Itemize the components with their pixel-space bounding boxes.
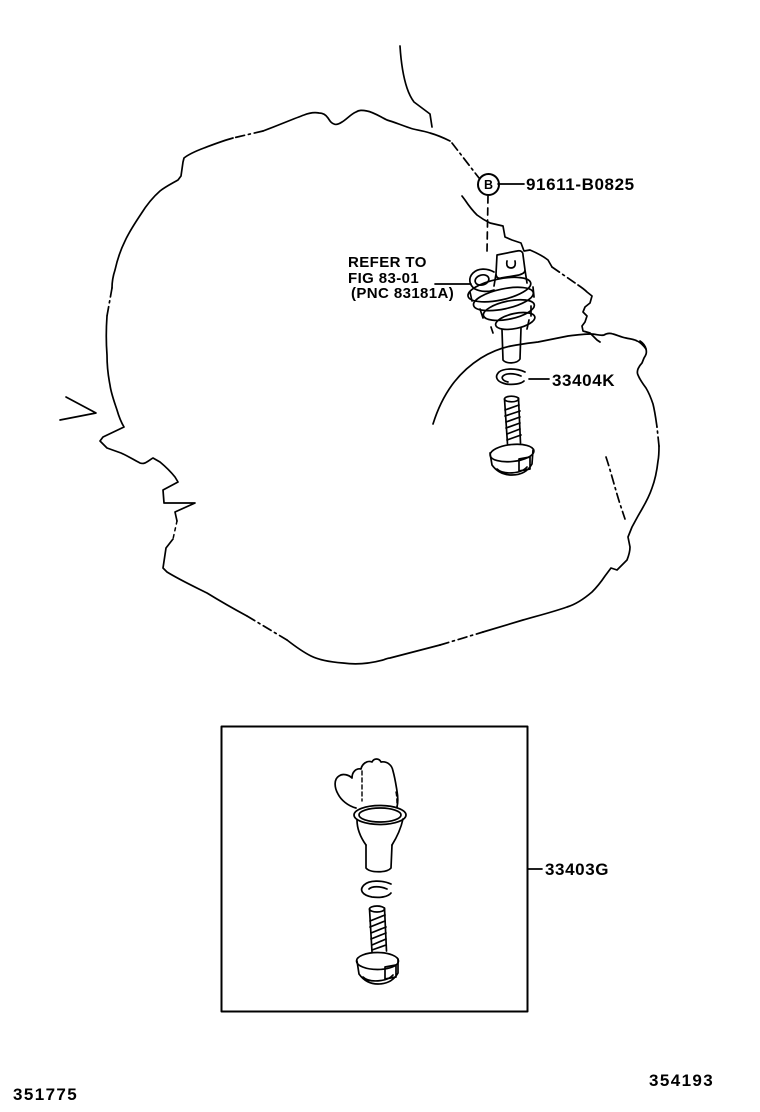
- sensor-note: [348, 255, 454, 302]
- bolt-drawing: [489, 396, 535, 475]
- b-callout-drop-line: [487, 196, 488, 252]
- bolt-shaft-top: [505, 396, 519, 402]
- b-callout-letter: B: [483, 177, 494, 192]
- part-number-label-91611: 91611-B0825: [526, 175, 635, 194]
- antenna-line: [400, 46, 432, 127]
- bottom-right-figure-number: 354193: [649, 1071, 715, 1090]
- sensor-connector-mark: [507, 261, 516, 268]
- inset-bolt: [357, 906, 399, 984]
- sensor-note-line1: REFER TO: [348, 254, 427, 271]
- inset-tube: [366, 845, 392, 872]
- bolt-head: [490, 450, 533, 475]
- b-callout-badge: [477, 173, 500, 196]
- part-number-label-33403G: 33403G: [545, 860, 610, 879]
- sensor-note-line2: FIG 83-01: [348, 269, 420, 287]
- speed-sensor-drawing: [466, 251, 540, 363]
- inset-collar-inner: [359, 808, 401, 822]
- sensor-flange: [466, 273, 540, 337]
- sensor-note-line3: (PNC 83181A): [351, 285, 455, 303]
- inset-box-group: [222, 727, 528, 1012]
- snap-ring-drawing: [497, 369, 525, 384]
- bolt-head-flange: [489, 442, 535, 464]
- left-wedge-mark: [60, 397, 96, 420]
- bottom-left-figure-number: 351775: [13, 1085, 79, 1104]
- part-number-label-33404K: 33404K: [552, 371, 616, 390]
- case-outline-dotted: [173, 521, 177, 539]
- inset-assembly-drawing: [335, 759, 406, 984]
- transmission-case-outline: [60, 46, 659, 664]
- case-inner-edge: [606, 457, 625, 519]
- inset-housing-blob: [335, 759, 398, 808]
- inset-housing-hidden-edges: [362, 771, 397, 807]
- inset-snap-ring: [362, 881, 391, 897]
